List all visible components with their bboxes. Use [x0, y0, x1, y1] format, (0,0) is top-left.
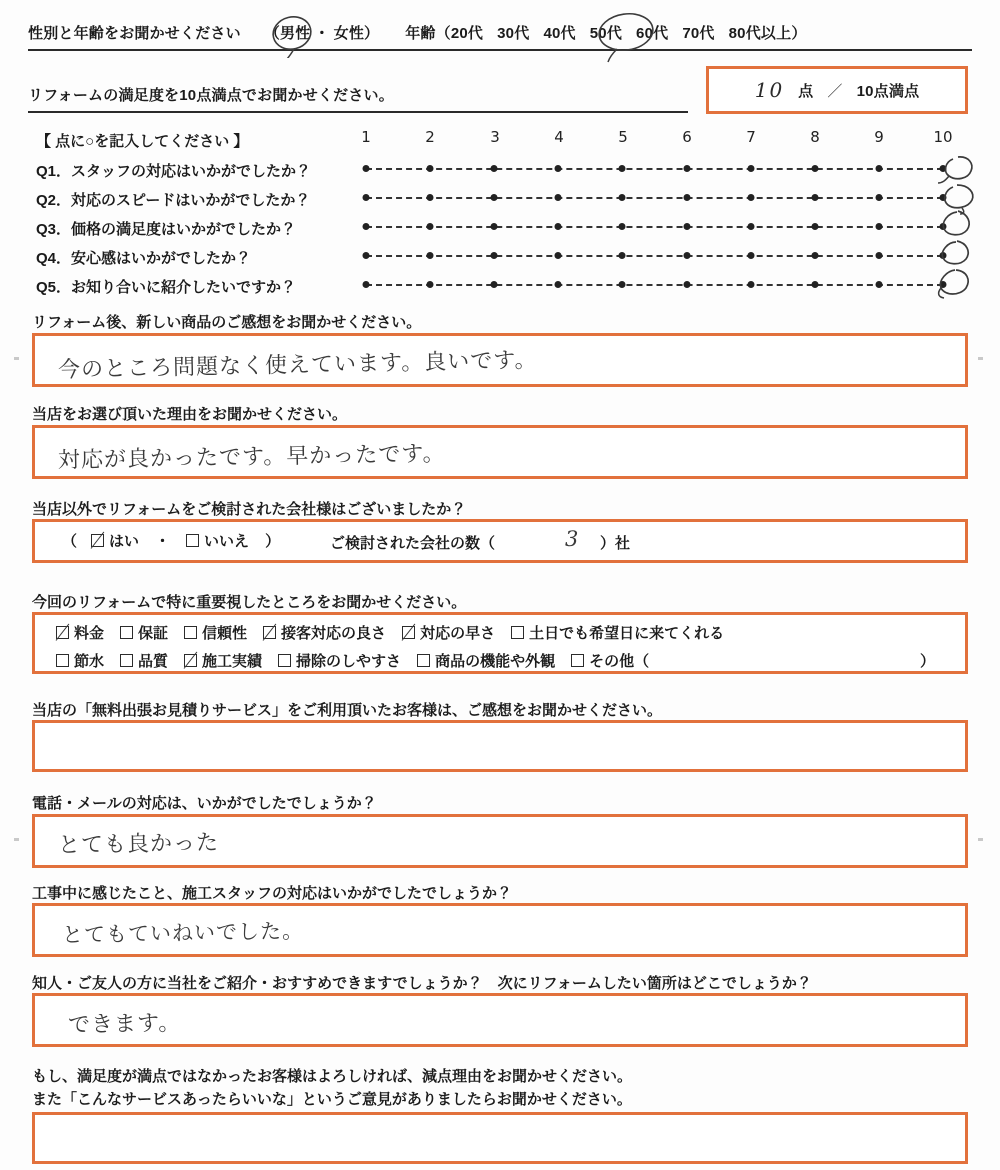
scale-label-1: 1 [361, 128, 371, 146]
rating-point-q3-2[interactable] [427, 223, 434, 230]
checkbox-priority-ryokin[interactable] [56, 626, 69, 639]
rating-point-q4-3[interactable] [491, 252, 498, 259]
rating-scale-track [366, 226, 943, 228]
other-companies-label: 当店以外でリフォームをご検討された会社様はございましたか？ [32, 501, 467, 518]
scale-label-9: 9 [874, 128, 884, 146]
rating-point-q3-9[interactable] [875, 223, 882, 230]
checkbox-other-companies-no[interactable] [186, 534, 199, 547]
rating-point-q3-10[interactable] [939, 223, 946, 230]
rating-point-q5-7[interactable] [747, 281, 754, 288]
age-close-paren: ） [791, 25, 807, 42]
construction-staff-label: 工事中に感じたこと、施工スタッフの対応はいかがでしたでしょうか？ [32, 885, 513, 902]
rating-point-q5-5[interactable] [619, 281, 626, 288]
rating-point-q4-2[interactable] [427, 252, 434, 259]
rating-scale-track [366, 255, 943, 257]
scale-label-4: 4 [554, 128, 564, 146]
checkbox-priority-shinraisei[interactable] [184, 626, 197, 639]
satisfaction-score-box[interactable] [706, 66, 968, 114]
free-estimate-label: 当店の「無料出張お見積りサービス」をご利用頂いたお客様は、ご感想をお聞かせください。 [32, 702, 663, 719]
label-priority-sonota: その他（ [589, 653, 650, 670]
gender-age-prompt: 性別と年齢をお聞かせください [28, 25, 241, 42]
free-estimate-box[interactable] [32, 720, 968, 772]
other-companies-choice-group [62, 530, 280, 551]
rating-point-q2-9[interactable] [875, 194, 882, 201]
scale-label-2: 2 [425, 128, 435, 146]
phone-mail-label: 電話・メールの対応は、いかがでしたでしょうか？ [32, 795, 377, 812]
rating-point-q5-1[interactable] [363, 281, 370, 288]
checkbox-priority-hosho[interactable] [120, 626, 133, 639]
gender-option-male[interactable]: 男性 [280, 25, 311, 42]
checkbox-priority-sekkyaku[interactable] [263, 626, 276, 639]
rating-scale-track [366, 284, 943, 286]
scale-label-5: 5 [618, 128, 628, 146]
satisfaction-prompt: リフォームの満足度を10点満点でお聞かせください。 [28, 87, 394, 104]
rating-point-q1-8[interactable] [811, 165, 818, 172]
scan-speck-right-1 [978, 357, 983, 360]
rating-point-q4-7[interactable] [747, 252, 754, 259]
scale-label-7: 7 [746, 128, 756, 146]
rating-point-q4-9[interactable] [875, 252, 882, 259]
referral-label: 知人・ご友人の方に当社をご紹介・おすすめできますでしょうか？ 次にリフォームしたい箇所はどこでしょうか？ [32, 975, 812, 992]
age-option-50[interactable]: 50代 [589, 25, 623, 42]
rating-scale-row-q5[interactable] [366, 280, 943, 290]
rating-point-q1-10[interactable] [939, 165, 946, 172]
rating-point-q1-4[interactable] [555, 165, 562, 172]
rating-point-q3-8[interactable] [811, 223, 818, 230]
age-label: 年齢（ [405, 25, 451, 42]
checkbox-priority-hinshitsu[interactable] [120, 654, 133, 667]
satisfaction-prompt-row [28, 84, 688, 113]
rating-point-q1-9[interactable] [875, 165, 882, 172]
checkbox-other-companies-yes[interactable] [91, 534, 104, 547]
rating-point-q3-3[interactable] [491, 223, 498, 230]
scan-speck-left-2 [14, 838, 19, 841]
checkbox-priority-donichi[interactable] [511, 626, 524, 639]
rating-point-q1-7[interactable] [747, 165, 754, 172]
rating-point-q3-7[interactable] [747, 223, 754, 230]
question-label-q4: Q4．安心感はいかがでしたか？ [36, 250, 252, 267]
rating-point-q5-6[interactable] [683, 281, 690, 288]
priorities-row-1 [56, 622, 740, 643]
satisfaction-score-slash: ／ [827, 82, 843, 100]
satisfaction-score-unit: 点 [798, 82, 814, 100]
rating-point-q4-8[interactable] [811, 252, 818, 259]
product-impression-answer: 今のところ問題なく使えています。良いです。 [57, 347, 538, 384]
improvement-label-line2: また「こんなサービスあったらいいな」というご意見がありましたらお聞かせください。 [32, 1091, 632, 1108]
rating-point-q2-10[interactable] [939, 194, 946, 201]
scale-label-8: 8 [810, 128, 820, 146]
age-option-30[interactable]: 30代 [497, 25, 530, 42]
label-priority-taiou-hayasa: 対応の早さ [420, 625, 496, 642]
scan-speck-left-1 [14, 357, 19, 360]
reason-chosen-answer: 対応が良かったです。早かったです。 [57, 441, 446, 474]
priorities-other-close-paren: ） [920, 653, 936, 670]
label-priority-souji: 掃除のしやすさ [296, 653, 402, 670]
gender-option-female[interactable]: 女性 [333, 25, 365, 42]
construction-staff-answer: とてもていねいでした。 [61, 918, 305, 948]
rating-point-q2-2[interactable] [427, 194, 434, 201]
gender-close-paren: ） [364, 25, 380, 42]
rating-point-q1-6[interactable] [683, 165, 690, 172]
rating-point-q1-2[interactable] [427, 165, 434, 172]
checkbox-priority-sonota[interactable] [571, 654, 584, 667]
rating-instruction: 【 点に○を記入してください 】 [36, 133, 249, 150]
satisfaction-score-value: 10 [754, 78, 785, 102]
phone-mail-answer: とても良かった [57, 830, 220, 859]
question-label-q3: Q3．価格の満足度はいかがでしたか？ [36, 221, 297, 238]
label-priority-sessui: 節水 [74, 653, 105, 670]
checkbox-priority-kinou-gaikan[interactable] [417, 654, 430, 667]
other-companies-open-paren: （ [62, 533, 78, 550]
company-count-label-pre: ご検討された会社の数（ [330, 535, 496, 552]
rating-point-q1-1[interactable] [363, 165, 370, 172]
age-option-80plus[interactable]: 80代以上 [728, 25, 792, 42]
rating-point-q2-3[interactable] [491, 194, 498, 201]
label-priority-kinou-gaikan: 商品の機能や外観 [435, 653, 556, 670]
rating-point-q3-6[interactable] [683, 223, 690, 230]
gender-separator: ・ [314, 25, 330, 42]
improvement-label-line1: もし、満足度が満点ではなかったお客様はよろしければ、減点理由をお聞かせください。 [32, 1068, 633, 1085]
rating-point-q4-6[interactable] [683, 252, 690, 259]
question-label-q2: Q2．対応のスピードはいかがでしたか？ [36, 192, 311, 209]
checkbox-priority-sekoujisseki[interactable] [184, 654, 197, 667]
rating-scale-track [366, 168, 943, 170]
rating-point-q2-7[interactable] [747, 194, 754, 201]
rating-point-q4-5[interactable] [619, 252, 626, 259]
referral-answer: できます。 [67, 1011, 182, 1038]
rating-point-q2-8[interactable] [811, 194, 818, 201]
age-option-20[interactable]: 20代 [450, 25, 484, 42]
checkbox-priority-souji[interactable] [278, 654, 291, 667]
rating-point-q5-9[interactable] [875, 281, 882, 288]
rating-point-q2-1[interactable] [363, 194, 370, 201]
label-other-companies-yes: はい [109, 533, 140, 550]
scale-label-10: 10 [933, 128, 953, 146]
label-priority-sekoujisseki: 施工実績 [202, 653, 263, 670]
question-label-q5: Q5．お知り合いに紹介したいですか？ [36, 279, 297, 296]
label-priority-shinraisei: 信頼性 [202, 625, 248, 642]
company-count-label-post: ）社 [600, 535, 631, 552]
rating-point-q4-1[interactable] [363, 252, 370, 259]
rating-point-q5-10[interactable] [939, 281, 946, 288]
other-companies-separator: ・ [155, 533, 171, 550]
scan-speck-right-2 [978, 838, 983, 841]
rating-point-q2-6[interactable] [683, 194, 690, 201]
satisfaction-score-max: 10点満点 [856, 82, 920, 100]
gender-age-row [28, 22, 972, 51]
company-count-value: 3 [565, 527, 579, 551]
label-priority-hinshitsu: 品質 [138, 653, 169, 670]
rating-scale-row-q1[interactable] [366, 164, 943, 174]
rating-point-q4-10[interactable] [939, 252, 946, 259]
age-option-40[interactable]: 40代 [543, 25, 576, 42]
product-impression-label: リフォーム後、新しい商品のご感想をお聞かせください。 [32, 314, 422, 331]
scale-label-6: 6 [682, 128, 692, 146]
rating-point-q4-4[interactable] [555, 252, 562, 259]
rating-scale-row-q2[interactable] [366, 193, 943, 203]
rating-point-q3-1[interactable] [363, 223, 370, 230]
improvement-box[interactable] [32, 1112, 968, 1164]
label-priority-hosho: 保証 [138, 625, 169, 642]
rating-point-q5-3[interactable] [491, 281, 498, 288]
checkbox-priority-sessui[interactable] [56, 654, 69, 667]
rating-point-q5-4[interactable] [555, 281, 562, 288]
rating-scale-row-q4[interactable] [366, 251, 943, 261]
rating-point-q2-5[interactable] [619, 194, 626, 201]
label-priority-donichi: 土日でも希望日に来てくれる [529, 625, 725, 642]
rating-point-q5-8[interactable] [811, 281, 818, 288]
rating-point-q2-4[interactable] [555, 194, 562, 201]
rating-point-q5-2[interactable] [427, 281, 434, 288]
rating-point-q1-3[interactable] [491, 165, 498, 172]
rating-point-q1-5[interactable] [619, 165, 626, 172]
age-option-60[interactable]: 60代 [636, 25, 669, 42]
reason-chosen-label: 当店をお選び頂いた理由をお聞かせください。 [32, 406, 348, 423]
rating-point-q3-5[interactable] [619, 223, 626, 230]
gender-open-paren: （ [264, 25, 281, 42]
label-other-companies-no: いいえ [204, 533, 250, 550]
label-priority-ryokin: 料金 [74, 625, 105, 642]
other-companies-close-paren: ） [265, 533, 281, 550]
rating-point-q3-4[interactable] [555, 223, 562, 230]
priorities-label: 今回のリフォームで特に重要視したところをお聞かせください。 [32, 594, 467, 611]
question-label-q1: Q1．スタッフの対応はいかがでしたか？ [36, 163, 312, 180]
checkbox-priority-taiou-hayasa[interactable] [402, 626, 415, 639]
scale-label-3: 3 [490, 128, 500, 146]
rating-scale-row-q3[interactable] [366, 222, 943, 232]
rating-scale-track [366, 197, 943, 199]
label-priority-sekkyaku: 接客対応の良さ [281, 625, 387, 642]
priorities-row-2 [56, 650, 665, 671]
age-option-70[interactable]: 70代 [682, 25, 715, 42]
